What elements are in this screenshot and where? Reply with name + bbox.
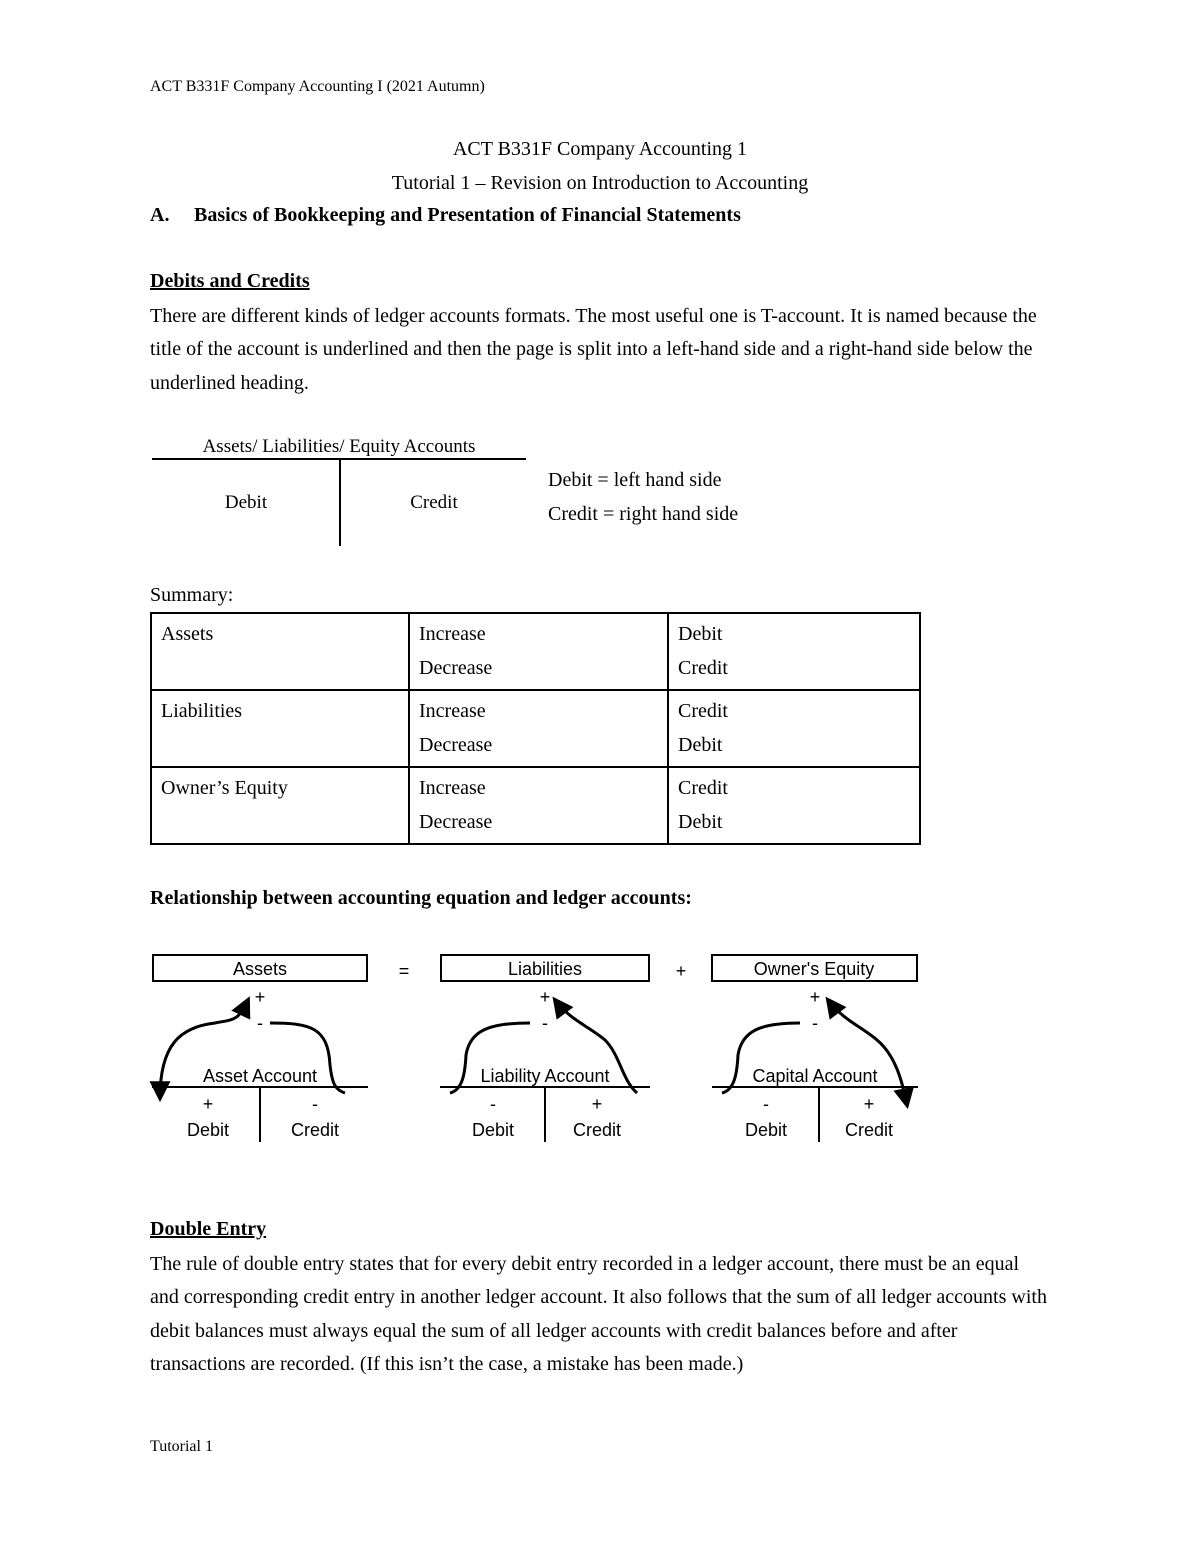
svg-text:-: - xyxy=(257,1013,263,1033)
document-subtitle: Tutorial 1 – Revision on Introduction to Accounting xyxy=(391,172,809,194)
assets-label: Assets xyxy=(232,959,288,979)
change-cell: Increase Decrease xyxy=(409,767,668,844)
double-entry-paragraph: The rule of double entry states that for every debit entry recorded in a ledger account, there must be an equal and corresponding credit entry in another ledger account. It also follows that the sum of all ledger accounts with debit balances must always equal the sum of all ledger accounts with credit balances before and after transactions are recorded. (If this isn’t the case, a mistake has been made.) xyxy=(150,1253,1047,1375)
svg-text:+: + xyxy=(809,987,821,1007)
liability-account-label: Liability Account xyxy=(480,1066,610,1086)
credit-note: Credit = right hand side xyxy=(548,503,739,525)
side-cell: Debit Credit xyxy=(668,613,920,690)
side-cell: Credit Debit xyxy=(668,767,920,844)
table-row xyxy=(151,767,920,844)
svg-text:+: + xyxy=(863,1094,875,1114)
summary-label: Summary: xyxy=(150,584,234,606)
account-cell: Assets xyxy=(151,613,409,690)
svg-text:Debit: Debit xyxy=(186,1120,230,1140)
account-cell: Liabilities xyxy=(151,690,409,767)
page-header: ACT B331F Company Accounting I (2021 Autumn) xyxy=(150,78,485,95)
plus-sign: + xyxy=(675,961,687,981)
svg-text:Debit: Debit xyxy=(744,1120,788,1140)
double-entry-heading: Double Entry xyxy=(150,1218,267,1240)
svg-text:+: + xyxy=(254,987,266,1007)
table-row xyxy=(151,613,920,690)
section-a-heading xyxy=(150,204,741,227)
equation-diagram xyxy=(140,945,940,1150)
t-account-debit: Debit xyxy=(224,492,268,513)
svg-text:-: - xyxy=(763,1094,769,1114)
svg-text:Credit: Credit xyxy=(844,1120,894,1140)
svg-text:-: - xyxy=(812,1013,818,1033)
change-cell: Increase Decrease xyxy=(409,613,668,690)
debits-credits-paragraph: There are different kinds of ledger accounts formats. The most useful one is T-account. It is named because the title of the account is underlined and then the page is split into a left-hand side and a right-hand side below the underlined heading. xyxy=(150,305,1037,394)
svg-text:Credit: Credit xyxy=(572,1120,622,1140)
document-title: ACT B331F Company Accounting 1 xyxy=(452,138,748,160)
table-row xyxy=(151,690,920,767)
debits-credits-heading: Debits and Credits xyxy=(150,270,310,292)
relationship-heading: Relationship between accounting equation and ledger accounts: xyxy=(150,887,692,909)
section-number: A. xyxy=(150,204,170,226)
equity-label: Owner's Equity xyxy=(753,959,875,979)
equals-sign: = xyxy=(398,961,410,981)
side-cell: Credit Debit xyxy=(668,690,920,767)
svg-text:-: - xyxy=(490,1094,496,1114)
liabilities-label: Liabilities xyxy=(507,959,583,979)
svg-text:+: + xyxy=(202,1094,214,1114)
svg-text:-: - xyxy=(542,1013,548,1033)
svg-text:Credit: Credit xyxy=(290,1120,340,1140)
debit-note: Debit = left hand side xyxy=(548,469,722,491)
page-footer: Tutorial 1 xyxy=(150,1438,213,1455)
svg-text:-: - xyxy=(312,1094,318,1114)
summary-table xyxy=(150,612,921,845)
section-title: Basics of Bookkeeping and Presentation of Financial Statements xyxy=(194,204,741,226)
account-cell: Owner’s Equity xyxy=(151,767,409,844)
svg-text:+: + xyxy=(539,987,551,1007)
t-account-heading: Assets/ Liabilities/ Equity Accounts xyxy=(202,436,476,457)
capital-account-label: Capital Account xyxy=(752,1066,878,1086)
svg-text:Debit: Debit xyxy=(471,1120,515,1140)
svg-text:+: + xyxy=(591,1094,603,1114)
change-cell: Increase Decrease xyxy=(409,690,668,767)
t-account-credit: Credit xyxy=(410,492,458,513)
capital-increase-arrow xyxy=(828,1000,907,1105)
asset-account-label: Asset Account xyxy=(202,1066,318,1086)
